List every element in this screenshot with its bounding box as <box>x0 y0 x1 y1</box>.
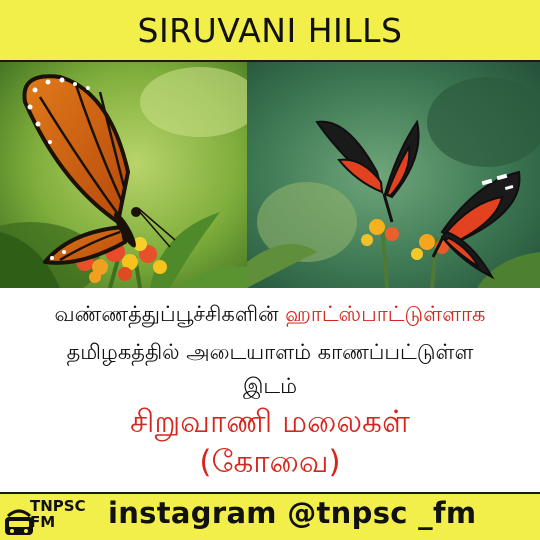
footer-banner <box>0 492 540 540</box>
description-line-2: தமிழகத்தில் அடையாளம் காணப்பட்டுள்ள <box>66 340 474 364</box>
instagram-handle: instagram @tnpsc _fm <box>108 496 477 530</box>
description-text <box>0 292 540 492</box>
header-banner <box>0 0 540 62</box>
logo-text-fm: FM <box>30 513 56 531</box>
logo-text-tnpsc: TNPSC <box>30 497 86 515</box>
place-name: சிறுவாணி மலைகள் <box>130 404 410 440</box>
district-name: (கோவை) <box>199 444 341 480</box>
description-line-1-prefix: வண்ணத்துப்பூச்சிகளின் <box>54 302 286 326</box>
page-title: SIRUVANI HILLS <box>137 10 403 50</box>
tnpsc-fm-logo <box>0 494 100 540</box>
description-line-1 <box>0 302 540 329</box>
red-butterflies-photo <box>247 62 540 288</box>
hotspot-highlight: ஹாட்ஸ்பாட்டுள்ளாக <box>285 302 486 326</box>
description-line-3: இடம் <box>242 374 298 398</box>
monarch-butterfly-photo <box>0 62 247 288</box>
